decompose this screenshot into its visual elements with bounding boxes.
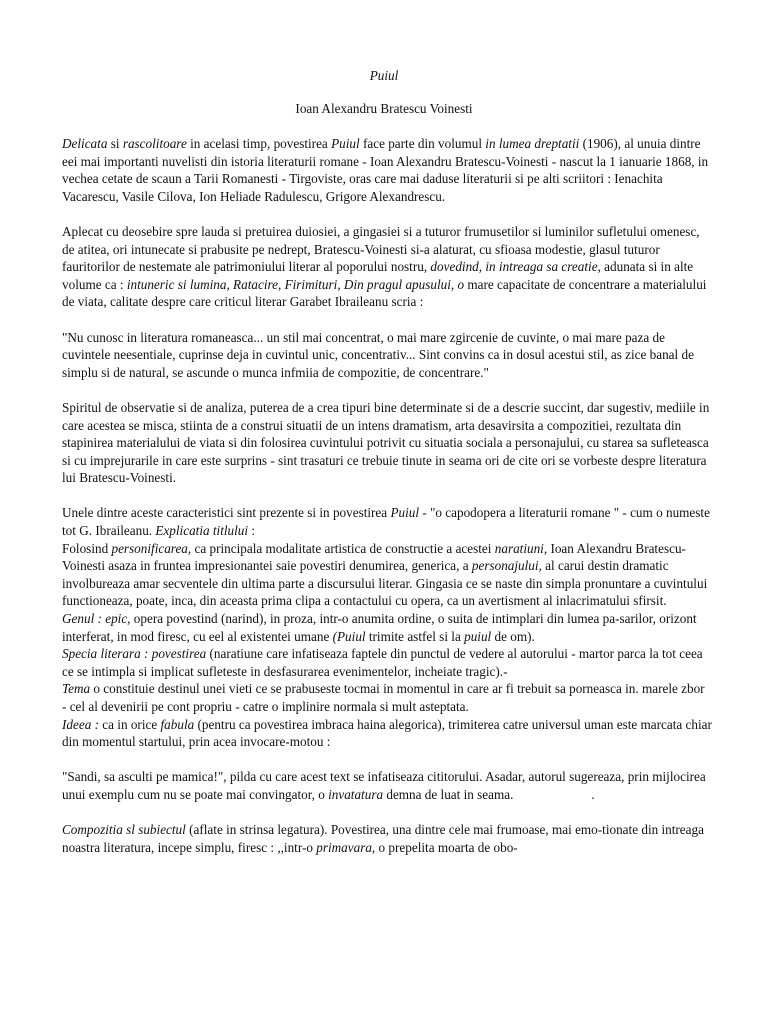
paragraph-idea: Ideea : ca in orice fabula (pentru ca povestirea imbraca haina alegorica), trimiterea catre universul uman este marcata chiar din momentul startului, prin acea invocare-motou : (62, 716, 712, 750)
paragraph-quote: "Nu cunosc in literatura romaneasca... un stil mai concentrat, o mai mare zgircenie de cuvinte, o mai mare paza de cuvintele neesentiale, cuprinse deja in cuvintul unic, concentrativ... Sint convins ca in dosul acestui stil, as zice banal de simplu si de natural, se ascunde o munca infmiia de compozitie, de concentrare." (62, 329, 694, 380)
paragraph-motto: "Sandi, sa asculti pe mamica!", pilda cu care acest text se infatiseaza cititorului. Asadar, autorul sugereaza, prin mijlocirea unui exemplu cum nu se poate mai convingator, o invatatura demna de luat in seama. . (62, 769, 706, 802)
document-author: Ioan Alexandru Bratescu Voinesti (295, 101, 473, 116)
paragraph-title-explanation: Folosind personificarea, ca principala modalitate artistica de constructie a acestei naratiuni, Ioan Alexandru Bratescu-Voinesti asaza in fruntea impresionantei saie povestiri denumirea, generica, a personajului, al carui destin dramatic involbureaza amar secventele din ultima parte a discursului literar. Gingasia ce se naste din simpla pronuntare a cuvintului functioneaza, poate, inca, din aceasta prima clipa a contactului cu opera, ca un avertisment al inlacrimatului sfirsit. (62, 540, 708, 609)
paragraph-style: Aplecat cu deosebire spre lauda si pretuirea duiosiei, a gingasiei si a tuturor frumusetilor si luminilor sufletului omenesc, de atitea, ori intunecate si prabusite pe nedrept, Bratescu-Voinesti si-a alaturat, cu sfioasa modestie, glasul tuturor fauritorilor de nestemate ale patrimoniului literar al poporului nostru, dovedind, in intreaga sa creatie, adunata si in alte volume ca : intuneric si lumina, Ratacire, Firimituri, Din pragul apusului, o mare capacitate de concentrare a materialului de viata, calitate despre care criticul literar Garabet Ibraileanu scria : (62, 223, 707, 310)
document-body (62, 135, 712, 856)
paragraph-intro: Delicata si rascolitoare in acelasi timp, povestirea Puiul face parte din volumul in lumea dreptatii (1906), al unuia dintre eei mai importanti nuvelisti din istoria literaturii romane - Ioan Alexandru Bratescu-Voinesti - nascut la 1 ianuarie 1868, in vechea cetate de scaun a Tarii Romanesti - Tirgoviste, oras care mai daduse literaturii si pe alti scriitori : Ienachita Vacarescu, Vasile Cilova, Ion Heliade Radulescu, Grigore Alexandrescu. (62, 136, 709, 204)
paragraph-species: Specia literara : povestirea (naratiune care infatiseaza faptele din punctul de vedere al autorului - martor parca la tot ceea ce se intimpla si implicat sufleteste in desfasurarea evenimentelor, incheiate tragic).- (62, 646, 703, 679)
paragraph-characteristics: Unele dintre aceste caracteristici sint prezente si in povestirea Puiul - "o capodopera a literaturii romane " - cum o numeste tot G. Ibraileanu. Explicatia titlului : (62, 505, 710, 539)
document-title: Puiul (369, 68, 399, 83)
paragraph-genre: Genul : epic, opera povestind (narind), in proza, intr-o anumita ordine, o suita de intimplari din lumea pa-sarilor, orizont interferat, in mod firesc, cu eel al existentei umane (Puiul trimite astfel si la puiul de om). (62, 611, 697, 644)
paragraph-composition: Compozitia sl subiectul (aflate in strinsa legatura). Povestirea, una dintre cele mai frumoase, mai emo-tionate din intreaga noastra literatura, incepe simplu, firesc : ,,intr-o primavara, o prepelita moarta de obo- (62, 822, 704, 855)
paragraph-observation: Spiritul de observatie si de analiza, puterea de a crea tipuri bine determinate si de a descrie succint, dar sugestiv, mediile in care acestea se misca, stiinta de a construi situatii de un intens dramatism, arta desavirsita a compozitiei, rezultata din stapinirea materialului de viata si din folosirea cuvintului potrivit cu situatia sociala a personajului, cu starea sa sufleteasca si cu imprejurarile in care este surprins - sint trasaturi ce trebuie tinute in seama ori de cite ori se vorbeste despre literatura lui Bratescu-Voinesti. (62, 399, 710, 486)
paragraph-theme: Tema o constituie destinul unei vieti ce se prabuseste tocmai in momentul in care ar fi trebuit sa porneasca in. marele zbor - cel al devenirii pe cont propriu - catre o implinire normala si mult asteptata. (62, 681, 705, 714)
